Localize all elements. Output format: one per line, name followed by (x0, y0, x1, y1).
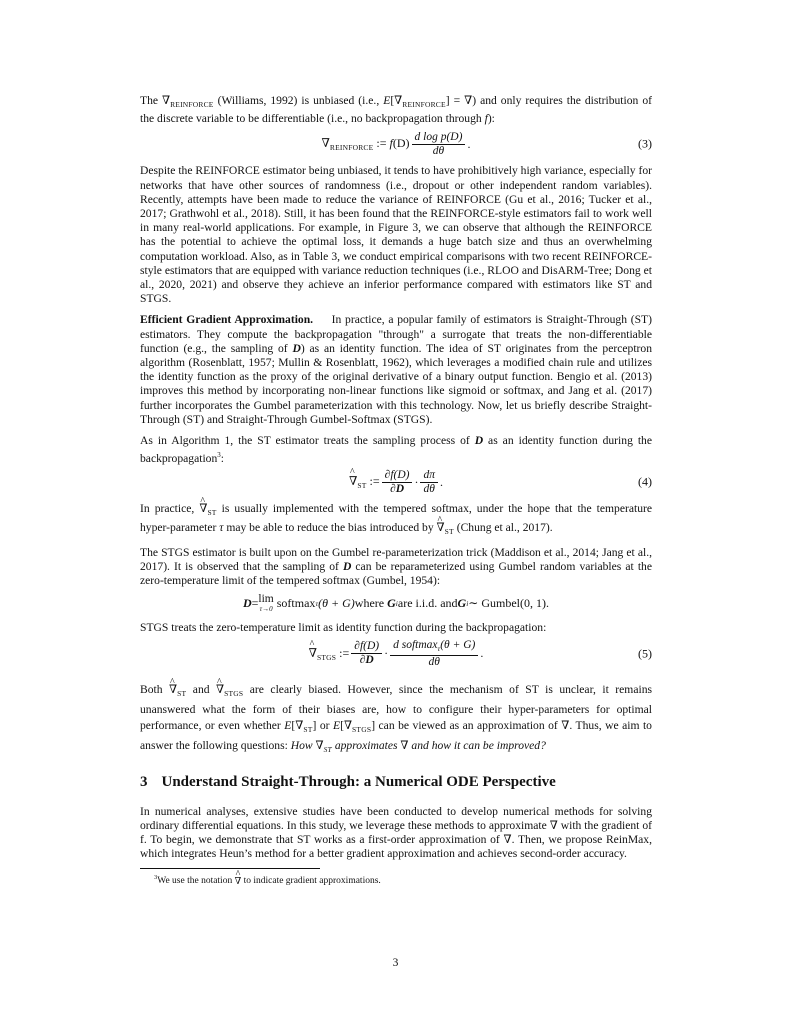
equation-number: (5) (638, 646, 652, 661)
paragraph-stgs-identity: STGS treats the zero-temperature limit as identity function during the backpropagation: (140, 621, 547, 635)
footnote-ref: 3 (217, 451, 221, 460)
equation-5: ^ $\nabla_{STGS}$ := $\frac{\partial f(D)}{\partial D}$ · $\frac{d softmax_\tau(\theta + G)}{d\theta}$ . (5) (140, 636, 652, 672)
equation-number: (3) (638, 136, 652, 151)
footnote: $^3$We use the notation ^ ∇ to indicate gradient approximations. (140, 872, 652, 887)
section-heading (140, 774, 652, 791)
equation-number: (4) (638, 474, 652, 489)
paragraph-numerical-ode: In numerical analyses, extensive studies have been conducted to develop numerical methods for solving ordinary differential equations. In this study, we leverage these methods to approximate ∇ with the gradient of f. To begin, we demonstrate that ST works as a first-order approximation of ∇. Then, we propose ReinMax, which integrates Heun’s method for a better gradient approximation and achieves second-order accuracy. (140, 804, 652, 861)
section-number: 3 (140, 773, 148, 790)
equation-gumbel: D = lim τ→0 softmax τ (θ + G) where G i are i.i.d. and G i ∼ Gumbel(0, 1). (242, 592, 550, 613)
equation-3: $\nabla_{REINFORCE}$ := f(D) $\frac{\text{d log p(D)}}{d\theta}$ . (3) (321, 130, 652, 157)
paragraph-tempered-softmax: In practice, ^ $\nabla_{ST}$ is usually implemented with the tempered softmax, under the hope that the temperature hyper-parameter τ may be able to reduce the bias introduced by ^ $\nabla_{ST}$ (Chung et al., 2017). (140, 502, 652, 538)
paragraph-reinforce-intro: The $\nabla_{REINFORCE}$ (Williams, 1992) is unbiased (i.e., $E[\nabla_{REINFORCE}]$ = ∇) and only requires the distribution of the discrete variable to be differentiable (i.e., no backpropagation through f): (140, 94, 652, 126)
paragraph-bias-questions: Both ^ $\nabla_{ST}$ and ^ $\nabla_{STGS}$ are clearly biased. However, since the mechanism of ST is unclear, it remains unanswered what the form of their biases are, how to configure their hyper-parameters for optimal performance, or even whether $E[\nabla_{ST}]$ or $E[\nabla_{STGS}]$ can be viewed as an approximation of ∇. Thus, we aim to answer the following questions: How $\nabla_{ST}$ approximates ∇ and how it can be improved? (140, 682, 652, 758)
page-number: 3 (392, 957, 399, 969)
paragraph-heading: Efficient Gradient Approximation. (140, 313, 314, 327)
paragraph-st-estimator: As in Algorithm 1, the ST estimator treats the sampling process of D as an identity function during the backpropagation$^3$: (140, 434, 652, 466)
paper-page (140, 94, 652, 888)
equation-4: ^ $\nabla_{ST}$ := $\frac{\partial f(D)}{\partial D}$ · $\frac{d\pi}{d\theta}$ . (4) (140, 466, 652, 498)
paragraph-stgs: The STGS estimator is built upon on the Gumbel re-parameterization trick (Maddison et al., 2014; Jang et al., 2017). It is observed that the sampling of D can be reparameterized using Gumbel random variables at the zero-temperature limit of the tempered softmax (Gumbel, 1954): (140, 545, 652, 588)
paragraph-reinforce-variance: Despite the REINFORCE estimator being unbiased, it tends to have prohibitively high variance, especially for networks that have other sources of randomness (i.e., dropout or other independent random variables). Recently, attempts have been made to reduce the variance of REINFORCE (Gu et al., 2016; Tucker et al., 2017; Grathwohl et al., 2018). Still, it has been found that the REINFORCE-style estimators fail to work well in many real-world applications. For example, in Figure 3, we can observe that although the REINFORCE has the potential to achieve the optimal loss, it demands a huge batch size and thus an overwhelming computation workload. Also, as in Table 3, we conduct empirical comparisons with two recent REINFORCE-style estimators that are equipped with variance reduction techniques (i.e., RLOO and DisARM-Tree; Dong et al., 2020, 2021) and observe they achieve an inferior performance compared with estimators like ST and STGS. (140, 164, 652, 306)
footnote-rule (140, 868, 320, 869)
section-title: Understand Straight-Through: a Numerical ODE Perspective (161, 773, 556, 790)
paragraph-efficient-gradient: Efficient Gradient Approximation. In practice, a popular family of estimators is Straight-Through (ST) estimators. They compute the backpropagation "through" a surrogate that treats the non-differentiable function (e.g., the sampling of D) as an identity function. The idea of ST originates from the perceptron algorithm (Rosenblatt, 1957; Mullin & Rosenblatt, 1962), which leverages a modified chain rule and utilizes the identity function as the proxy of the original derivative of a binary output function. Bengio et al. (2013) improves this method by incorporating non-linear functions like sigmoid or softmax, and Jang et al. (2017) further incorporates the Gumbel parameterization with this technology. Now, let us briefly describe Straight-Through (ST) and Straight-Through Gumbel-Softmax (STGS). (140, 313, 652, 426)
